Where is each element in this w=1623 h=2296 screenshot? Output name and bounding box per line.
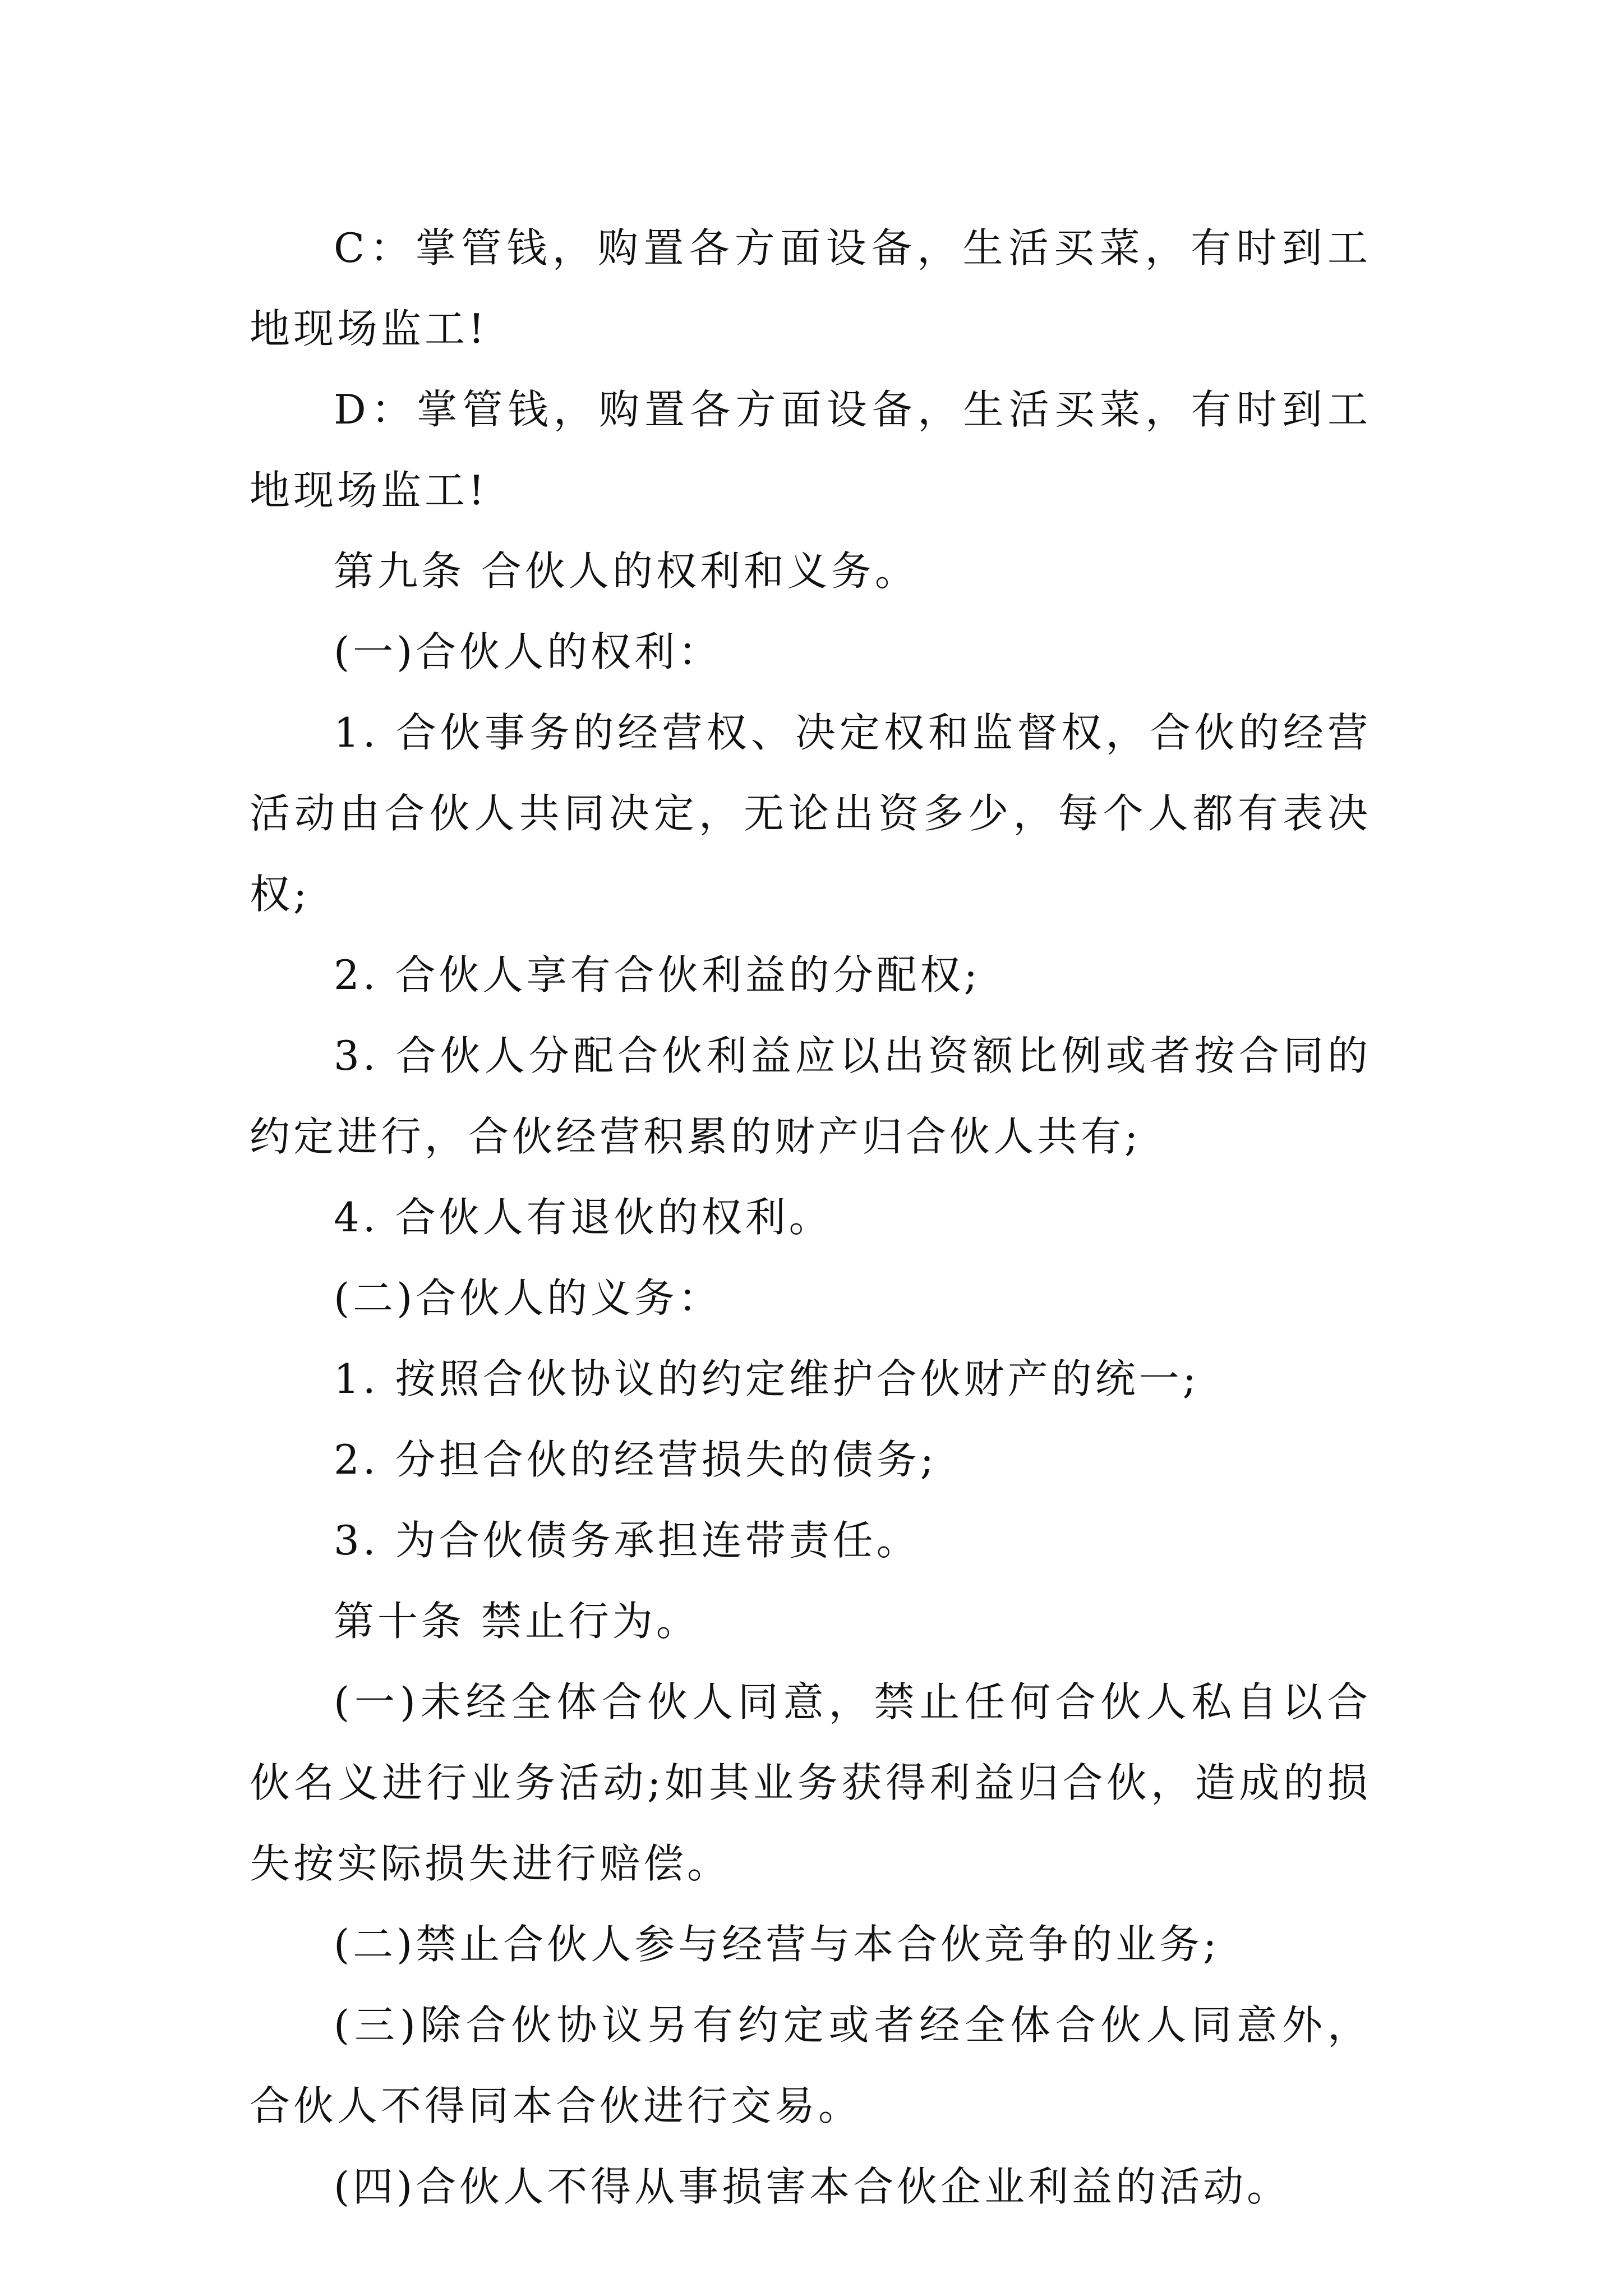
rights-item-2: 2. 合伙人享有合伙利益的分配权;	[334, 951, 981, 999]
section-duties-heading: (二)合伙人的义务：	[334, 1274, 722, 1322]
article-9-heading: 第九条 合伙人的权利和义务。	[334, 547, 919, 595]
duties-item-1: 1. 按照合伙协议的约定维护合伙财产的统一;	[334, 1355, 1200, 1402]
rights-item-1: 1. 合伙事务的经营权、决定权和监督权，合伙的经营活动由合伙人共同决定，无论出资多少，每个人都有表决权;	[250, 709, 1371, 918]
section-rights-heading: (一)合伙人的权利：	[334, 628, 722, 675]
paragraph-role-c: C：掌管钱，购置各方面设备，生活买菜，有时到工地现场监工!	[250, 224, 1371, 352]
prohibition-item-3: (三)除合伙协议另有约定或者经全体合伙人同意外，合伙人不得同本合伙进行交易。	[250, 2001, 1371, 2129]
duties-item-3: 3. 为合伙债务承担连带责任。	[334, 1517, 920, 1564]
duties-item-2: 2. 分担合伙的经营损失的债务;	[334, 1436, 937, 1483]
article-10-heading: 第十条 禁止行为。	[334, 1598, 700, 1645]
prohibition-item-1: (一)未经全体合伙人同意，禁止任何合伙人私自以合伙名义进行业务活动;如其业务获得利益归合伙，造成的损失按实际损失进行赔偿。	[250, 1678, 1371, 1887]
paragraph-role-d: D：掌管钱，购置各方面设备，生活买菜，有时到工地现场监工!	[250, 386, 1371, 514]
prohibition-item-2: (二)禁止合伙人参与经营与本合伙竞争的业务;	[334, 1921, 1220, 1968]
prohibition-item-4: (四)合伙人不得从事损害本合伙企业利益的活动。	[334, 2163, 1291, 2210]
rights-item-3: 3. 合伙人分配合伙利益应以出资额比例或者按合同的约定进行，合伙经营积累的财产归合伙人共有;	[250, 1032, 1371, 1160]
rights-item-4: 4. 合伙人有退伙的权利。	[334, 1194, 833, 1241]
document-body	[250, 208, 1371, 2227]
